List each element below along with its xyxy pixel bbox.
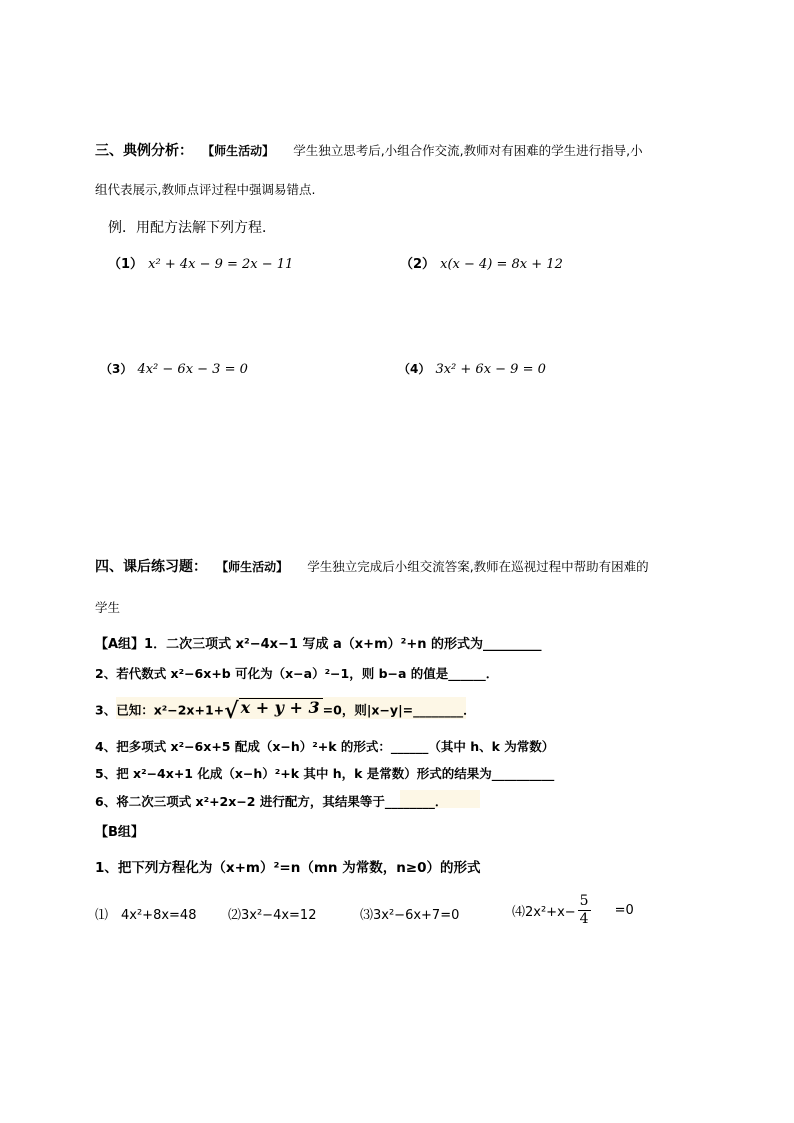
- example-item-label: （1）: [108, 257, 144, 272]
- section-4-activity-text-1: 学生独立完成后小组交流答案,教师在巡视过程中帮助有困难的: [307, 559, 649, 574]
- group-a-question-5: 5、把 x²−4x+1 化成（x−h）²+k 其中 h，k 是常数）形式的结果为__________: [95, 766, 555, 781]
- section-4-activity-label: 【师生活动】: [216, 560, 289, 574]
- example-item-equation: 4x² − 6x − 3 = 0: [137, 362, 248, 377]
- example-item-2: [400, 253, 563, 272]
- section-3-activity-text-1: 学生独立思考后,小组合作交流,教师对有困难的学生进行指导,小: [293, 143, 643, 158]
- example-item-equation: x(x − 4) = 8x + 12: [440, 257, 563, 272]
- question-3-prefix: 3、已知：x²−2x+1+: [95, 702, 225, 718]
- square-root-expression: [224, 698, 323, 724]
- group-a-question-2: 2、若代数式 x²−6x+b 可化为（x−a）²−1，则 b−a 的值是______．: [95, 666, 499, 681]
- example-item-label: （2）: [400, 257, 436, 272]
- group-a-question-3: [95, 698, 476, 724]
- section-3-activity-text-2: 组代表展示,教师点评过程中强调易错点.: [95, 182, 316, 197]
- group-b-problem-2: ⑵3x²−4x=12: [228, 908, 317, 923]
- example-item-label: （4）: [398, 362, 431, 376]
- example-item-1: [108, 253, 293, 272]
- group-b-title: 【B组】: [95, 825, 144, 840]
- radical-sign-icon: √: [224, 698, 239, 724]
- group-b-problem-4: [512, 893, 634, 928]
- fraction: [578, 893, 591, 928]
- fraction-numerator: 5: [579, 893, 589, 909]
- section-3-heading: 三、典例分析：: [95, 143, 193, 159]
- example-intro: 例．用配方法解下列方程．: [108, 220, 276, 236]
- section-3-heading-line: [95, 140, 643, 160]
- problem-4-suffix: =0: [614, 903, 634, 918]
- group-a-question-1: 【A组】1．二次三项式 x²−4x−1 写成 a（x+m）²+n 的形式为_________: [95, 637, 542, 652]
- example-item-equation: 3x² + 6x − 9 = 0: [435, 362, 546, 377]
- section-4-heading: 四、课后练习题：: [95, 559, 207, 575]
- group-b-problem-1: ⑴ 4x²+8x=48: [95, 908, 197, 923]
- example-item-4: [398, 358, 546, 377]
- example-item-label: （3）: [100, 362, 133, 376]
- section-3-activity-label: 【师生活动】: [202, 144, 275, 158]
- group-a-question-4: 4、把多项式 x²−6x+5 配成（x−h）²+k 的形式：______（其中 h、k 为常数）: [95, 739, 555, 754]
- group-b-instruction: 1、把下列方程化为（x+m）²=n（mn 为常数，n≥0）的形式: [95, 860, 481, 876]
- group-b-problem-3: ⑶3x²−6x+7=0: [360, 908, 460, 923]
- example-item-equation: x² + 4x − 9 = 2x − 11: [148, 257, 294, 272]
- fraction-denominator: 4: [579, 911, 589, 927]
- section-4-heading-line: [95, 556, 649, 576]
- question-3-suffix: =0，则|x−y|=________．: [322, 702, 476, 718]
- section-4-activity-text-2: 学生: [95, 600, 121, 615]
- group-a-question-6: 6、将二次三项式 x²+2x−2 进行配方，其结果等于________．: [95, 794, 448, 809]
- square-root-radicand: x + y + 3: [239, 698, 323, 717]
- problem-4-prefix: ⑷2x²+x−: [512, 905, 576, 920]
- example-item-3: [100, 358, 248, 377]
